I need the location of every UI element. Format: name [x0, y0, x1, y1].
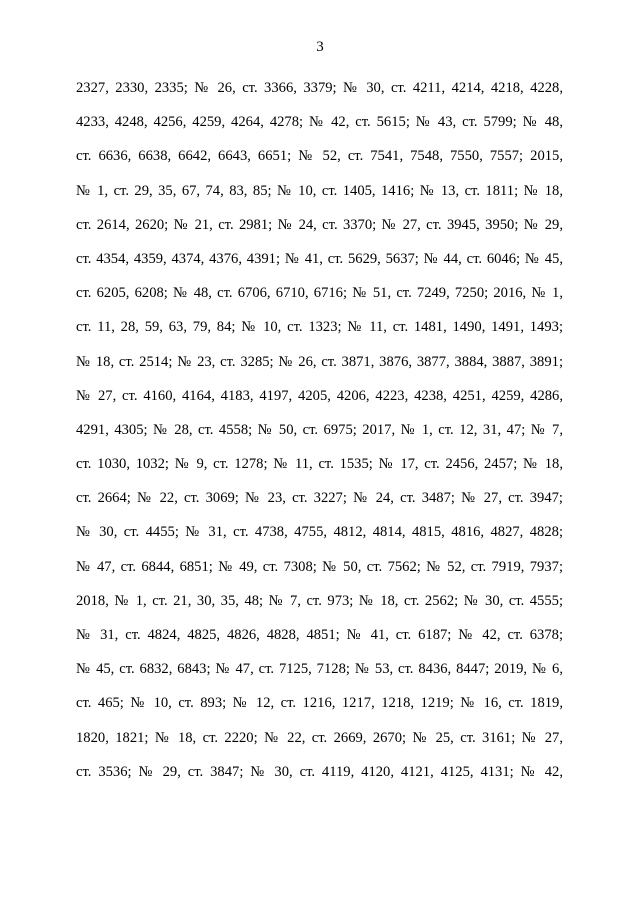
text-line: ст. 6205, 6208; № 48, ст. 6706, 6710, 6716; № 51, ст. 7249, 7250; 2016, № 1,: [76, 285, 563, 302]
text-line: 2018, № 1, ст. 21, 30, 35, 48; № 7, ст. 973; № 18, ст. 2562; № 30, ст. 4555;: [76, 592, 563, 609]
text-line: № 27, ст. 4160, 4164, 4183, 4197, 4205, 4206, 4223, 4238, 4251, 4259, 4286,: [76, 387, 563, 404]
text-line: 2327, 2330, 2335; № 26, ст. 3366, 3379; № 30, ст. 4211, 4214, 4218, 4228,: [76, 80, 563, 96]
text-line: ст. 3536; № 29, ст. 3847; № 30, ст. 4119, 4120, 4121, 4125, 4131; № 42,: [76, 763, 563, 780]
text-line: № 30, ст. 4455; № 31, ст. 4738, 4755, 4812, 4814, 4815, 4816, 4827, 4828;: [76, 524, 563, 541]
text-line: ст. 2614, 2620; № 21, ст. 2981; № 24, ст. 3370; № 27, ст. 3945, 3950; № 29,: [76, 216, 563, 233]
body-text: [76, 78, 563, 796]
text-line: № 31, ст. 4824, 4825, 4826, 4828, 4851; № 41, ст. 6187; № 42, ст. 6378;: [76, 627, 563, 643]
text-line: № 18, ст. 2514; № 23, ст. 3285; № 26, ст. 3871, 3876, 3877, 3884, 3887, 3891;: [76, 353, 563, 370]
text-line: ст. 465; № 10, ст. 893; № 12, ст. 1216, 1217, 1218, 1219; № 16, ст. 1819,: [76, 695, 563, 712]
text-line: ст. 11, 28, 59, 63, 79, 84; № 10, ст. 1323; № 11, ст. 1481, 1490, 1491, 1493;: [76, 319, 563, 336]
text-line: ст. 6636, 6638, 6642, 6643, 6651; № 52, ст. 7541, 7548, 7550, 7557; 2015,: [76, 148, 563, 165]
page-number: 3: [316, 39, 324, 55]
text-line: 4291, 4305; № 28, ст. 4558; № 50, ст. 6975; 2017, № 1, ст. 12, 31, 47; № 7,: [76, 421, 563, 438]
text-line: 1820, 1821; № 18, ст. 2220; № 22, ст. 2669, 2670; № 25, ст. 3161; № 27,: [76, 729, 563, 746]
text-line: № 1, ст. 29, 35, 67, 74, 83, 85; № 10, ст. 1405, 1416; № 13, ст. 1811; № 18,: [76, 182, 563, 199]
text-line: 4233, 4248, 4256, 4259, 4264, 4278; № 42, ст. 5615; № 43, ст. 5799; № 48,: [76, 114, 563, 131]
text-line: № 47, ст. 6844, 6851; № 49, ст. 7308; № 50, ст. 7562; № 52, ст. 7919, 7937;: [76, 558, 563, 575]
text-line: ст. 1030, 1032; № 9, ст. 1278; № 11, ст. 1535; № 17, ст. 2456, 2457; № 18,: [76, 456, 563, 473]
text-line: № 45, ст. 6832, 6843; № 47, ст. 7125, 7128; № 53, ст. 8436, 8447; 2019, № 6,: [76, 661, 563, 678]
text-line: ст. 2664; № 22, ст. 3069; № 23, ст. 3227; № 24, ст. 3487; № 27, ст. 3947;: [76, 490, 563, 507]
text-line: ст. 4354, 4359, 4374, 4376, 4391; № 41, ст. 5629, 5637; № 44, ст. 6046; № 45,: [76, 250, 563, 267]
